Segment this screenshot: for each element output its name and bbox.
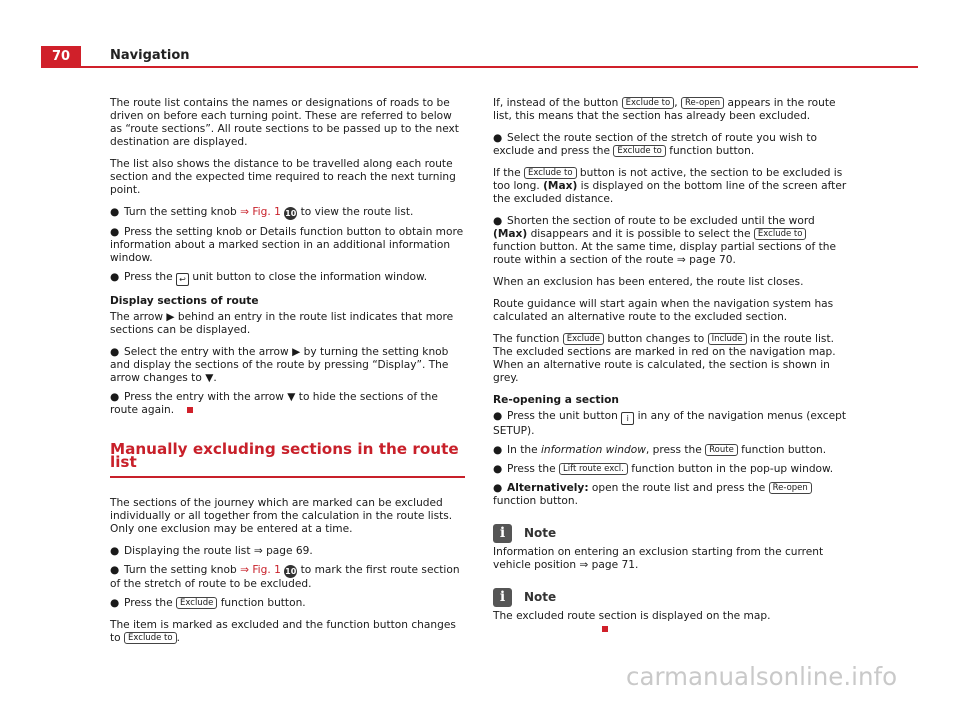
bullet-item: ● Press the Exclude function button.	[110, 597, 306, 609]
chapter-title: Navigation	[110, 48, 190, 63]
bullet-item: ● Turn the setting knob ⇒ Fig. 1 10 to view the route list.	[110, 206, 414, 218]
route-button: Route	[705, 444, 738, 456]
page-number: 70	[41, 46, 81, 68]
section-end-marker	[187, 407, 193, 413]
bullet-item: ● Press the setting knob or Details function button to obtain more information about a marked section in an additional information window.	[110, 226, 464, 264]
bullet-item: ● Press the Lift route excl. function button in the pop-up window.	[493, 463, 834, 475]
bullet-item: ● Alternatively: open the route list and press the Re-open function button.	[493, 482, 851, 508]
paragraph: The route list contains the names or designations of roads to be driven on before each turning point. These are referred to below as “route sections”. All route sections to be passed up to the next destination are displayed.	[110, 97, 459, 148]
bullet-item: ● Press the ↩ unit button to close the information window.	[110, 271, 428, 284]
section-title: Manually excluding sections in the route list	[110, 440, 459, 471]
paragraph: The function Exclude button changes to Include in the route list. The excluded sections are marked in red on the navigation map. When an alternative route is calculated, the section is shown in grey.	[493, 333, 836, 384]
exclude-to-button: Exclude to	[124, 632, 177, 644]
note-info-icon: i	[493, 524, 512, 543]
bullet-item: ● Select the route section of the stretch of route you wish to exclude and press the Exclude to function button.	[493, 132, 817, 157]
note-heading: i Note	[493, 524, 851, 543]
left-column	[110, 97, 467, 654]
bullet-item: ● Shorten the section of route to be excluded until the word (Max) disappears and it is possible to select the Exclude to function button. At the same time, display partial sections of the route within a section of the route ⇒ page 70.	[493, 215, 836, 266]
bullet-item: ● In the information window, press the Route function button.	[493, 444, 827, 456]
paragraph: If the Exclude to button is not active, the section to be excluded is too long. (Max) is displayed on the bottom line of the screen after the excluded distance.	[493, 167, 847, 205]
paragraph: When an exclusion has been entered, the route list closes.	[493, 276, 804, 288]
subheading: Re-opening a section	[493, 394, 619, 406]
section-end-marker	[602, 626, 608, 632]
paragraph: If, instead of the button Exclude to , Re-open appears in the route list, this means that the section has already been excluded.	[493, 97, 836, 122]
arrow-down-icon: ▼	[205, 372, 214, 384]
callout-10-icon: 10	[285, 567, 297, 576]
exclude-to-button: Exclude to	[613, 145, 666, 157]
bullet-item: ● Press the unit button i in any of the navigation menus (except SETUP).	[493, 410, 847, 437]
paragraph: The item is marked as excluded and the function button changes to Exclude to .	[110, 619, 456, 644]
bullet-item: ● Displaying the route list ⇒ page 69.	[110, 545, 313, 557]
header-rule	[81, 66, 918, 68]
note-text: Information on entering an exclusion starting from the current vehicle position ⇒ page 71.	[493, 546, 824, 571]
bullet-item: ● Turn the setting knob ⇒ Fig. 1 10 to mark the first route section of the stretch of route to be excluded.	[110, 564, 460, 590]
note-info-icon: i	[493, 588, 512, 607]
info-unit-button-icon: i	[621, 412, 634, 425]
right-column	[493, 97, 851, 645]
exclude-to-button: Exclude to	[754, 228, 807, 240]
lift-route-excl-button: Lift route excl.	[559, 463, 628, 475]
paragraph: Route guidance will start again when the navigation system has calculated an alternative route to the excluded section.	[493, 298, 834, 323]
arrow-right-icon: ▶	[166, 311, 175, 323]
note-heading: i Note	[493, 588, 851, 607]
exclude-to-button: Exclude to	[524, 167, 577, 179]
section-rule	[110, 476, 465, 478]
paragraph: The arrow ▶ behind an entry in the route list indicates that more sections can be displayed.	[110, 311, 454, 336]
exclude-button: Exclude	[176, 597, 217, 609]
include-button: Include	[708, 333, 747, 345]
note-text: The excluded route section is displayed on the map.	[493, 610, 851, 636]
re-open-button: Re-open	[769, 482, 812, 494]
exclude-button: Exclude	[563, 333, 604, 345]
fig-link[interactable]: ⇒ Fig. 1	[240, 206, 281, 218]
fig-link[interactable]: ⇒ Fig. 1	[240, 564, 281, 576]
bullet-item: ● Press the entry with the arrow ▼ to hide the sections of the route again.	[110, 391, 438, 416]
callout-10-icon: 10	[285, 209, 297, 218]
re-open-button: Re-open	[681, 97, 724, 109]
paragraph: The list also shows the distance to be travelled along each route section and the expected time required to reach the next turning point.	[110, 158, 456, 196]
paragraph: The sections of the journey which are marked can be excluded individually or all together from the calculation in the route lists. Only one exclusion may be entered at a time.	[110, 497, 453, 535]
exclude-to-button: Exclude to	[622, 97, 675, 109]
bullet-item: ● Select the entry with the arrow ▶ by turning the setting knob and display the sections of the route by pressing “Display”. The arrow changes to ▼.	[110, 346, 449, 384]
arrow-right-icon: ▶	[292, 346, 301, 358]
arrow-down-icon: ▼	[287, 391, 296, 403]
subheading: Display sections of route	[110, 295, 259, 307]
watermark: carmanualsonline.info	[626, 662, 898, 691]
back-unit-button-icon: ↩	[176, 273, 189, 286]
